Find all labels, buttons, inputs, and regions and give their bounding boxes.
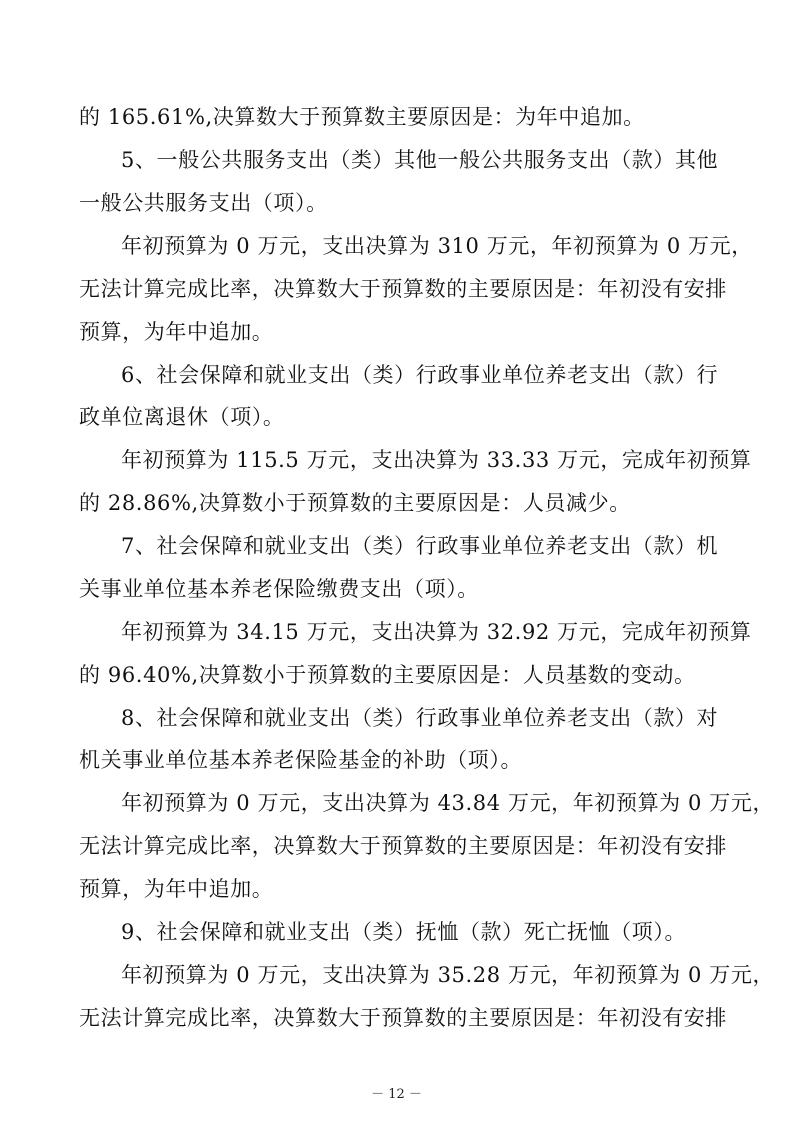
item-6-body-line-1: 年初预算为 115.5 万元，支出决算为 33.33 万元，完成年初预算 bbox=[121, 448, 752, 472]
item-9-body-line-1: 年初预算为 0 万元，支出决算为 35.28 万元，年初预算为 0 万元， bbox=[121, 963, 775, 987]
item-7-heading-line-2: 关事业单位基本养老保险缴费支出（项）。 bbox=[79, 577, 479, 601]
item-8-body-line-3: 预算，为年中追加。 bbox=[79, 877, 274, 901]
item-9-heading-line-1: 9、社会保障和就业支出（类）抚恤（款）死亡抚恤（项）。 bbox=[121, 920, 687, 944]
item-6-heading-line-2: 政单位离退休（项）。 bbox=[79, 405, 285, 429]
item-9-body-line-2: 无法计算完成比率，决算数大于预算数的主要原因是：年初没有安排 bbox=[79, 1006, 727, 1030]
item-6-heading-line-1: 6、社会保障和就业支出（类）行政事业单位养老支出（款）行 bbox=[121, 363, 719, 387]
page-number: － 12 － bbox=[371, 1087, 422, 1102]
item-5-heading-line-1: 5、一般公共服务支出（类）其他一般公共服务支出（款）其他 bbox=[121, 148, 719, 172]
item-5-heading-line-2: 一般公共服务支出（项）。 bbox=[79, 191, 328, 215]
item-6-body-line-2: 的 28.86%,决算数小于预算数的主要原因是：人员减少。 bbox=[79, 491, 631, 515]
item-8-heading-line-1: 8、社会保障和就业支出（类）行政事业单位养老支出（款）对 bbox=[121, 706, 719, 730]
item-5-body-line-3: 预算，为年中追加。 bbox=[79, 320, 274, 344]
text-line-1: 的 165.61%,决算数大于预算数主要原因是：为年中追加。 bbox=[79, 105, 645, 129]
item-7-body-line-2: 的 96.40%,决算数小于预算数的主要原因是：人员基数的变动。 bbox=[79, 663, 696, 687]
item-7-body-line-1: 年初预算为 34.15 万元，支出决算为 32.92 万元，完成年初预算 bbox=[121, 620, 752, 644]
item-8-heading-line-2: 机关事业单位基本养老保险基金的补助（项）。 bbox=[79, 748, 523, 772]
item-5-body-line-1: 年初预算为 0 万元，支出决算为 310 万元，年初预算为 0 万元， bbox=[121, 234, 753, 258]
item-5-body-line-2: 无法计算完成比率，决算数大于预算数的主要原因是：年初没有安排 bbox=[79, 277, 727, 301]
item-8-body-line-2: 无法计算完成比率，决算数大于预算数的主要原因是：年初没有安排 bbox=[79, 834, 727, 858]
item-8-body-line-1: 年初预算为 0 万元，支出决算为 43.84 万元，年初预算为 0 万元， bbox=[121, 791, 775, 815]
item-7-heading-line-1: 7、社会保障和就业支出（类）行政事业单位养老支出（款）机 bbox=[121, 534, 719, 558]
